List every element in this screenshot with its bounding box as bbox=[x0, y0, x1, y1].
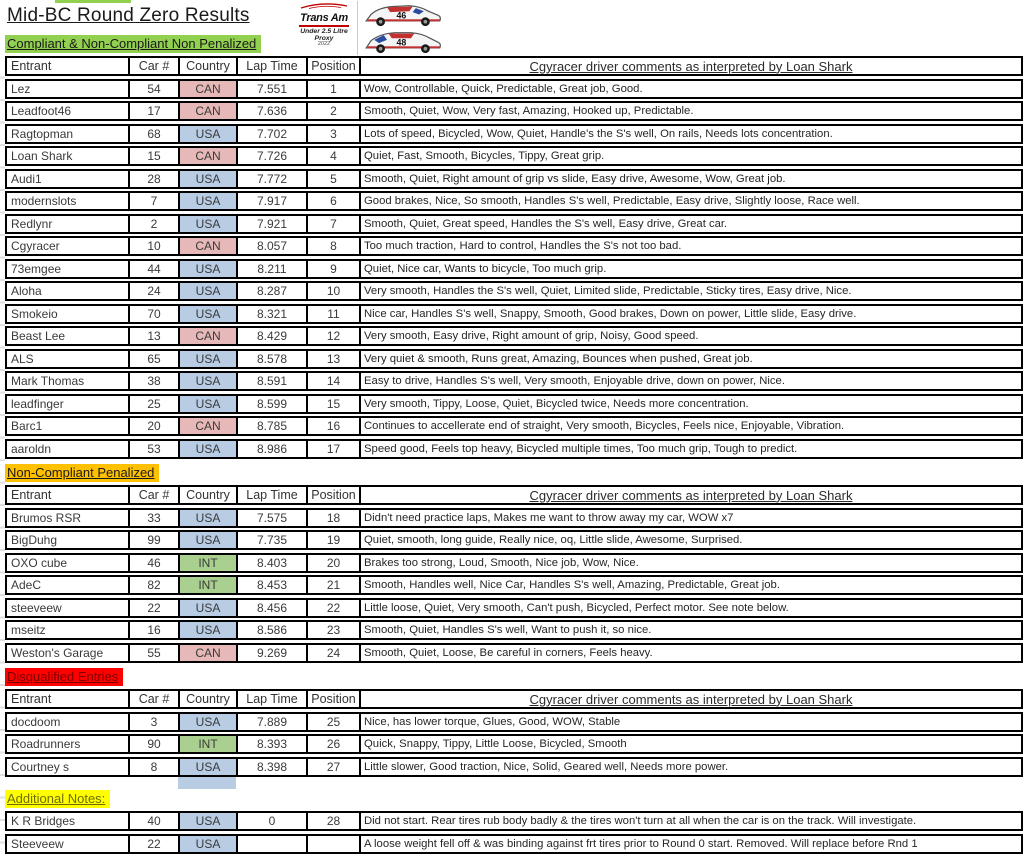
table-row bbox=[5, 101, 1023, 121]
logo-subtitle: Under 2.5 Litre Proxy bbox=[300, 27, 348, 42]
car-number-cell: 2 bbox=[130, 216, 180, 232]
car-number-cell: 8 bbox=[130, 759, 180, 775]
table-row bbox=[5, 416, 1023, 436]
country-cell: CAN bbox=[180, 81, 238, 97]
car-number-cell: 54 bbox=[130, 81, 180, 97]
lap-time-cell: 7.921 bbox=[238, 216, 308, 232]
car-number-cell: 70 bbox=[130, 306, 180, 322]
car-number-cell: 46 bbox=[130, 555, 180, 571]
country-cell: CAN bbox=[180, 418, 238, 434]
table-row bbox=[5, 191, 1023, 211]
entrant-cell: Barc1 bbox=[7, 418, 130, 434]
comment-cell: Little slower, Good traction, Nice, Solid, Geared well, Needs more power. bbox=[364, 760, 729, 773]
country-cell: USA bbox=[180, 193, 238, 209]
car-number-cell: 20 bbox=[130, 418, 180, 434]
position-cell: 14 bbox=[308, 373, 361, 389]
lap-time-cell: 8.211 bbox=[238, 261, 308, 277]
lap-time-cell: 8.453 bbox=[238, 577, 308, 593]
country-cell: USA bbox=[180, 532, 238, 548]
country-cell: USA bbox=[180, 441, 238, 457]
car-number-cell: 24 bbox=[130, 283, 180, 299]
position-cell: 10 bbox=[308, 283, 361, 299]
entrant-cell: Smokeio bbox=[7, 306, 130, 322]
position-cell: 11 bbox=[308, 306, 361, 322]
lap-time-cell: 7.726 bbox=[238, 148, 308, 164]
table-row bbox=[5, 281, 1023, 301]
lap-time-cell: 7.575 bbox=[238, 510, 308, 526]
car-number-cell: 25 bbox=[130, 396, 180, 412]
lap-time-cell: 8.785 bbox=[238, 418, 308, 434]
country-cell: USA bbox=[180, 306, 238, 322]
comment-cell: A loose weight fell off & was binding against frt tires prior to Round 0 start. Removed. Will replace before Rnd 1 bbox=[364, 837, 918, 850]
comment-cell: Quiet, smooth, long guide, Really nice, oq, Little slide, Awesome, Surprised. bbox=[364, 534, 743, 546]
position-cell: 19 bbox=[308, 532, 361, 548]
country-cell: USA bbox=[180, 600, 238, 616]
table-row bbox=[5, 811, 1023, 831]
car-number-cell: 16 bbox=[130, 622, 180, 638]
car-number-cell: 28 bbox=[130, 171, 180, 187]
country-cell: INT bbox=[180, 577, 238, 593]
country-cell: CAN bbox=[180, 148, 238, 164]
comment-cell: Very smooth, Handles the S's well, Quiet, Limited slide, Predictable, Sticky tires, Easy drive, Nice. bbox=[364, 285, 852, 297]
car-number-cell: 15 bbox=[130, 148, 180, 164]
section-label-row bbox=[5, 461, 1023, 485]
position-cell: 9 bbox=[308, 261, 361, 277]
section-2 bbox=[5, 665, 1023, 787]
comment-cell: Quiet, Nice car, Wants to bicycle, Too much grip. bbox=[364, 262, 607, 275]
table-row bbox=[5, 146, 1023, 166]
table-row bbox=[5, 371, 1023, 391]
table-row bbox=[5, 349, 1023, 369]
section-0 bbox=[5, 32, 1023, 459]
lap-time-cell: 7.636 bbox=[238, 103, 308, 119]
lap-time-cell: 8.429 bbox=[238, 328, 308, 344]
comment-cell: Lots of speed, Bicycled, Wow, Quiet, Handle's the S's well, On rails, Needs lots concentration. bbox=[364, 127, 833, 140]
lap-time-cell: 7.735 bbox=[238, 532, 308, 548]
comment-cell: Smooth, Quiet, Loose, Be careful in corners, Feels heavy. bbox=[364, 646, 653, 659]
table-row bbox=[5, 834, 1023, 854]
column-header-4: Position bbox=[308, 58, 361, 74]
column-header-0: Entrant bbox=[7, 58, 130, 74]
column-header-1: Car # bbox=[130, 691, 180, 707]
logo-swoosh-icon bbox=[299, 2, 349, 9]
entrant-cell: BigDuhg bbox=[7, 532, 130, 548]
sections-host bbox=[5, 32, 1023, 854]
country-cell: USA bbox=[180, 261, 238, 277]
position-cell: 16 bbox=[308, 418, 361, 434]
position-cell: 2 bbox=[308, 103, 361, 119]
lap-time-cell: 9.269 bbox=[238, 645, 308, 661]
lap-time-cell: 8.456 bbox=[238, 600, 308, 616]
column-header-2: Country bbox=[180, 487, 238, 503]
car-number-cell: 90 bbox=[130, 736, 180, 752]
comment-cell: Very smooth, Easy drive, Right amount of grip, Noisy, Good speed. bbox=[364, 330, 699, 342]
entrant-cell: Mark Thomas bbox=[7, 373, 130, 389]
section-label-row bbox=[5, 665, 1023, 689]
position-cell bbox=[308, 836, 361, 852]
entrant-cell: Cgyracer bbox=[7, 238, 130, 254]
lap-time-cell: 8.287 bbox=[238, 283, 308, 299]
comment-cell: Continues to accellerate end of straight, Very smooth, Bicycles, Feels nice, Enjoyable, Vibration. bbox=[364, 420, 845, 432]
lap-time-cell: 8.586 bbox=[238, 622, 308, 638]
car-number-cell: 40 bbox=[130, 813, 180, 829]
position-cell: 28 bbox=[308, 813, 361, 829]
position-cell: 1 bbox=[308, 81, 361, 97]
country-cell: USA bbox=[180, 622, 238, 638]
country-cell: INT bbox=[180, 736, 238, 752]
entrant-cell: K R Bridges bbox=[7, 813, 130, 829]
lap-time-cell bbox=[238, 836, 308, 852]
entrant-cell: docdoom bbox=[7, 714, 130, 730]
column-header-0: Entrant bbox=[7, 487, 130, 503]
country-cell: USA bbox=[180, 171, 238, 187]
comments-column-header bbox=[361, 691, 1021, 707]
car-number-cell: 33 bbox=[130, 510, 180, 526]
position-cell: 17 bbox=[308, 441, 361, 457]
comments-column-header bbox=[361, 58, 1021, 74]
country-cell: USA bbox=[180, 714, 238, 730]
entrant-cell: Weston's Garage bbox=[7, 645, 130, 661]
position-cell: 26 bbox=[308, 736, 361, 752]
comments-column-header bbox=[361, 487, 1021, 503]
entrant-cell: Loan Shark bbox=[7, 148, 130, 164]
country-cell: INT bbox=[180, 555, 238, 571]
comment-cell: Smooth, Quiet, Great speed, Handles the S's well, Easy drive, Great car. bbox=[364, 217, 728, 230]
table-row bbox=[5, 169, 1023, 189]
country-cell: USA bbox=[180, 373, 238, 389]
table-row bbox=[5, 394, 1023, 414]
position-cell: 25 bbox=[308, 714, 361, 730]
position-cell: 15 bbox=[308, 396, 361, 412]
race-car-46-icon bbox=[363, 1, 443, 28]
entrant-cell: Audi1 bbox=[7, 171, 130, 187]
comments-header-text: Cgyracer driver comments as interpreted by Loan Shark bbox=[529, 58, 853, 74]
position-cell: 22 bbox=[308, 600, 361, 616]
lap-time-cell: 8.057 bbox=[238, 238, 308, 254]
section-label: Compliant & Non-Compliant Non Penalized bbox=[5, 35, 261, 53]
country-fill-remnant bbox=[178, 777, 236, 789]
column-header-2: Country bbox=[180, 58, 238, 74]
position-cell: 20 bbox=[308, 555, 361, 571]
logo-brand-text: Trans Am bbox=[299, 13, 349, 27]
country-cell: CAN bbox=[180, 238, 238, 254]
svg-text:48: 48 bbox=[396, 37, 407, 48]
country-cell: CAN bbox=[180, 328, 238, 344]
table-row bbox=[5, 598, 1023, 618]
position-cell: 21 bbox=[308, 577, 361, 593]
lap-time-cell: 8.986 bbox=[238, 441, 308, 457]
comment-cell: Very smooth, Tippy, Loose, Quiet, Bicycled twice, Needs more concentration. bbox=[364, 397, 749, 410]
entrant-cell: aaroldn bbox=[7, 441, 130, 457]
entrant-cell: OXO cube bbox=[7, 555, 130, 571]
entrant-cell: 73emgee bbox=[7, 261, 130, 277]
comment-cell: Did not start. Rear tires rub body badly & the tires won't turn at all when the car is on the track. Will investigate. bbox=[364, 815, 917, 827]
country-cell: USA bbox=[180, 759, 238, 775]
column-header-1: Car # bbox=[130, 58, 180, 74]
position-cell: 23 bbox=[308, 622, 361, 638]
table-row bbox=[5, 439, 1023, 459]
position-cell: 7 bbox=[308, 216, 361, 232]
sheet-content bbox=[5, 0, 1023, 856]
table-row bbox=[5, 214, 1023, 234]
car-number-cell: 99 bbox=[130, 532, 180, 548]
column-header-0: Entrant bbox=[7, 691, 130, 707]
table-row bbox=[5, 326, 1023, 346]
car-number-cell: 22 bbox=[130, 836, 180, 852]
lap-time-cell: 8.398 bbox=[238, 759, 308, 775]
comment-cell: Very quiet & smooth, Runs great, Amazing, Bounces when pushed, Great job. bbox=[364, 352, 753, 365]
table-row bbox=[5, 530, 1023, 550]
column-header-4: Position bbox=[308, 691, 361, 707]
lap-time-cell: 7.702 bbox=[238, 126, 308, 142]
logo-year: 2022 bbox=[317, 40, 331, 47]
table-row bbox=[5, 259, 1023, 279]
table-row bbox=[5, 757, 1023, 777]
entrant-cell: Aloha bbox=[7, 283, 130, 299]
position-cell: 18 bbox=[308, 510, 361, 526]
entrant-cell: Redlynr bbox=[7, 216, 130, 232]
car-number-cell: 44 bbox=[130, 261, 180, 277]
entrant-cell: Brumos RSR bbox=[7, 510, 130, 526]
comment-cell: Quiet, Fast, Smooth, Bicycles, Tippy, Great grip. bbox=[364, 150, 605, 162]
car-number-cell: 55 bbox=[130, 645, 180, 661]
table-row bbox=[5, 620, 1023, 640]
comment-cell: Too much traction, Hard to control, Handles the S's not too bad. bbox=[364, 240, 682, 252]
table-row bbox=[5, 124, 1023, 144]
comment-cell: Smooth, Quiet, Wow, Very fast, Amazing, Hooked up, Predictable. bbox=[364, 105, 694, 117]
position-cell: 3 bbox=[308, 126, 361, 142]
entrant-cell: Courtney s bbox=[7, 759, 130, 775]
table-row bbox=[5, 575, 1023, 595]
entrant-cell: Roadrunners bbox=[7, 736, 130, 752]
race-car-48-icon bbox=[363, 28, 443, 55]
table-row bbox=[5, 553, 1023, 573]
comment-cell: Easy to drive, Handles S's well, Very smooth, Enjoyable drive, down on power, Nice. bbox=[364, 375, 785, 387]
comment-cell: Nice, has lower torque, Glues, Good, WOW, Stable bbox=[364, 715, 621, 728]
table-row bbox=[5, 236, 1023, 256]
comment-cell: Brakes too strong, Loud, Smooth, Nice job, Wow, Nice. bbox=[364, 556, 639, 569]
column-header-row bbox=[5, 689, 1023, 709]
comment-cell: Smooth, Handles well, Nice Car, Handles S's well, Amazing, Predictable, Great job. bbox=[364, 579, 780, 591]
car-number-cell: 82 bbox=[130, 577, 180, 593]
table-row bbox=[5, 734, 1023, 754]
lap-time-cell: 7.917 bbox=[238, 193, 308, 209]
country-cell: USA bbox=[180, 836, 238, 852]
lap-time-cell: 8.599 bbox=[238, 396, 308, 412]
entrant-cell: modernslots bbox=[7, 193, 130, 209]
column-header-4: Position bbox=[308, 487, 361, 503]
position-cell: 5 bbox=[308, 171, 361, 187]
car-number-cell: 10 bbox=[130, 238, 180, 254]
comment-cell: Speed good, Feels top heavy, Bicycled multiple times, Too much grip, Tough to predict. bbox=[364, 442, 798, 455]
entrant-cell: mseitz bbox=[7, 622, 130, 638]
comment-cell: Little loose, Quiet, Very smooth, Can't push, Bicycled, Perfect motor. See note below. bbox=[364, 601, 789, 614]
comments-header-text: Cgyracer driver comments as interpreted by Loan Shark bbox=[529, 691, 853, 707]
entrant-cell: Lez bbox=[7, 81, 130, 97]
entrant-cell: AdeC bbox=[7, 577, 130, 593]
comments-header-text: Cgyracer driver comments as interpreted by Loan Shark bbox=[529, 487, 853, 503]
lap-time-cell: 8.578 bbox=[238, 351, 308, 367]
entrant-cell: Beast Lee bbox=[7, 328, 130, 344]
section-label: Disqualified Entries bbox=[5, 668, 123, 686]
column-header-3: Lap Time bbox=[238, 691, 308, 707]
column-header-1: Car # bbox=[130, 487, 180, 503]
entrant-cell: steeveew bbox=[7, 600, 130, 616]
car-number-cell: 3 bbox=[130, 714, 180, 730]
entrant-cell: leadfinger bbox=[7, 396, 130, 412]
country-cell: USA bbox=[180, 351, 238, 367]
country-cell: USA bbox=[180, 396, 238, 412]
column-header-row bbox=[5, 485, 1023, 505]
country-cell: CAN bbox=[180, 645, 238, 661]
column-header-3: Lap Time bbox=[238, 58, 308, 74]
table-row bbox=[5, 508, 1023, 528]
position-cell: 12 bbox=[308, 328, 361, 344]
section-label: Non-Compliant Penalized bbox=[5, 464, 159, 482]
comment-cell: Nice car, Handles S's well, Snappy, Smooth, Good brakes, Down on power, Little slide, Easy drive. bbox=[364, 307, 857, 320]
comment-cell: Smooth, Quiet, Right amount of grip vs slide, Easy drive, Awesome, Wow, Great job. bbox=[364, 172, 786, 185]
lap-time-cell: 0 bbox=[238, 813, 308, 829]
table-row bbox=[5, 304, 1023, 324]
section-1 bbox=[5, 461, 1023, 663]
comment-cell: Wow, Controllable, Quick, Predictable, Great job, Good. bbox=[364, 82, 643, 95]
section-3 bbox=[5, 787, 1023, 854]
gap-row bbox=[5, 779, 1023, 787]
comment-cell: Quick, Snappy, Tippy, Little Loose, Bicycled, Smooth bbox=[364, 738, 627, 750]
country-cell: USA bbox=[180, 216, 238, 232]
table-row bbox=[5, 643, 1023, 663]
country-cell: CAN bbox=[180, 103, 238, 119]
section-label-row bbox=[5, 32, 1023, 56]
column-header-3: Lap Time bbox=[238, 487, 308, 503]
car-number-cell: 65 bbox=[130, 351, 180, 367]
column-header-row bbox=[5, 56, 1023, 76]
position-cell: 27 bbox=[308, 759, 361, 775]
lap-time-cell: 8.591 bbox=[238, 373, 308, 389]
car-number-cell: 68 bbox=[130, 126, 180, 142]
position-cell: 4 bbox=[308, 148, 361, 164]
section-label: Additional Notes: bbox=[5, 790, 110, 808]
position-cell: 24 bbox=[308, 645, 361, 661]
column-header-2: Country bbox=[180, 691, 238, 707]
svg-text:46: 46 bbox=[396, 10, 407, 21]
lap-time-cell: 7.551 bbox=[238, 81, 308, 97]
comment-cell: Good brakes, Nice, So smooth, Handles S's well, Predictable, Easy drive, Slightly loose, Race well. bbox=[364, 195, 860, 207]
section-label-row bbox=[5, 787, 1023, 811]
country-cell: USA bbox=[180, 283, 238, 299]
transam-logo bbox=[295, 2, 353, 48]
country-cell: USA bbox=[180, 510, 238, 526]
comment-cell: Didn't need practice laps, Makes me want to throw away my car, WOW x7 bbox=[364, 511, 734, 524]
proxy-car-images bbox=[357, 1, 447, 55]
lap-time-cell: 8.321 bbox=[238, 306, 308, 322]
car-number-cell: 17 bbox=[130, 103, 180, 119]
position-cell: 13 bbox=[308, 351, 361, 367]
entrant-cell: Steeveew bbox=[7, 836, 130, 852]
lap-time-cell: 7.772 bbox=[238, 171, 308, 187]
car-number-cell: 7 bbox=[130, 193, 180, 209]
car-number-cell: 22 bbox=[130, 600, 180, 616]
entrant-cell: Ragtopman bbox=[7, 126, 130, 142]
entrant-cell: Leadfoot46 bbox=[7, 103, 130, 119]
car-number-cell: 53 bbox=[130, 441, 180, 457]
page-title: Mid-BC Round Zero Results bbox=[7, 5, 250, 26]
entrant-cell: ALS bbox=[7, 351, 130, 367]
lap-time-cell: 8.403 bbox=[238, 555, 308, 571]
car-number-cell: 38 bbox=[130, 373, 180, 389]
comment-cell: Smooth, Quiet, Handles S's well, Want to push it, so nice. bbox=[364, 624, 652, 636]
country-cell: USA bbox=[180, 813, 238, 829]
car-number-cell: 13 bbox=[130, 328, 180, 344]
table-row bbox=[5, 79, 1023, 99]
table-row bbox=[5, 712, 1023, 732]
lap-time-cell: 8.393 bbox=[238, 736, 308, 752]
position-cell: 6 bbox=[308, 193, 361, 209]
country-cell: USA bbox=[180, 126, 238, 142]
lap-time-cell: 7.889 bbox=[238, 714, 308, 730]
position-cell: 8 bbox=[308, 238, 361, 254]
